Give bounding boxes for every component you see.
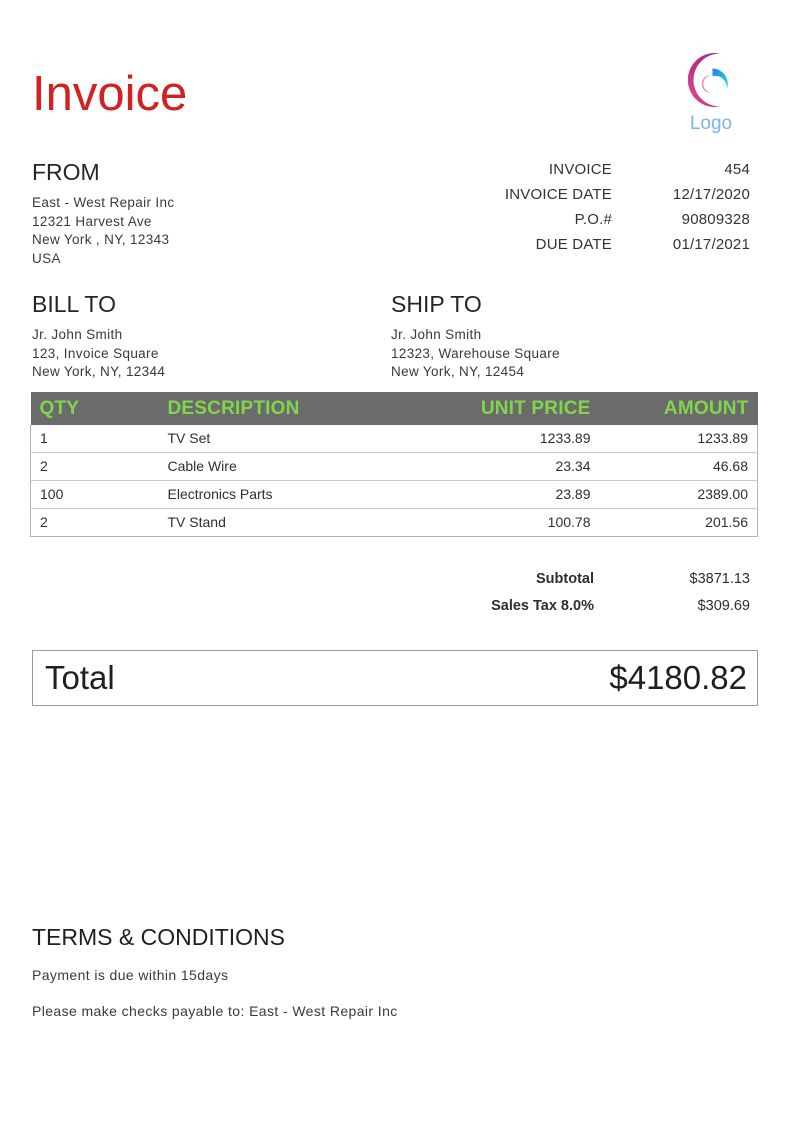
- ship-to-block: [391, 290, 731, 382]
- bill-to-heading: BILL TO: [32, 291, 116, 317]
- table-row: [31, 425, 758, 453]
- from-line: New York , NY, 12343: [32, 232, 170, 247]
- line-items-header: [31, 392, 758, 425]
- cell-qty: 2: [31, 453, 159, 481]
- meta-row: [505, 157, 750, 182]
- meta-value: 454: [724, 161, 750, 178]
- swirl-circle-logo-icon: [679, 48, 743, 112]
- table-row: [31, 481, 758, 509]
- terms-line: Please make checks payable to: East - West Repair Inc: [32, 1003, 398, 1019]
- column-header-qty: QTY: [31, 392, 159, 425]
- bill-to-line: Jr. John Smith: [32, 327, 123, 342]
- column-header-amount: AMOUNT: [600, 392, 758, 425]
- cell-unit-price: 23.34: [412, 453, 600, 481]
- ship-to-line: New York, NY, 12454: [391, 364, 525, 379]
- ship-to-heading: SHIP TO: [391, 291, 482, 317]
- terms-and-conditions: [32, 922, 732, 1021]
- bill-to-block: [32, 290, 372, 382]
- table-row: [31, 509, 758, 537]
- from-line: USA: [32, 250, 61, 266]
- cell-qty: 2: [31, 509, 159, 537]
- page-title: Invoice: [32, 67, 188, 121]
- subtotal-value: $3871.13: [689, 571, 750, 587]
- grand-total-value: $4180.82: [609, 659, 747, 696]
- column-header-description: DESCRIPTION: [159, 392, 412, 425]
- line-items-body: [31, 425, 758, 537]
- cell-unit-price: 1233.89: [412, 425, 600, 453]
- ship-to-line: Jr. John Smith: [391, 327, 482, 342]
- from-line: 12321 Harvest Ave: [32, 213, 152, 229]
- meta-label: P.O.#: [574, 211, 612, 228]
- grand-total-label: Total: [45, 659, 115, 696]
- cell-unit-price: 23.89: [412, 481, 600, 509]
- cell-amount: 201.56: [600, 509, 758, 537]
- company-logo: [665, 48, 757, 135]
- cell-description: Cable Wire: [159, 453, 412, 481]
- cell-description: TV Set: [159, 425, 412, 453]
- subtotal-row: [491, 566, 750, 593]
- meta-label: DUE DATE: [535, 236, 612, 253]
- cell-unit-price: 100.78: [412, 509, 600, 537]
- from-heading: FROM: [32, 159, 100, 185]
- bill-to-line: 123, Invoice Square: [32, 345, 159, 361]
- totals-table: [491, 566, 750, 620]
- from-line: East - West Repair Inc: [32, 195, 175, 210]
- sales-tax-value: $309.69: [697, 598, 750, 614]
- sales-tax-label: Sales Tax 8.0%: [491, 598, 594, 614]
- invoice-meta-table: [505, 157, 750, 257]
- table-header-row: [31, 392, 758, 425]
- cell-amount: 1233.89: [600, 425, 758, 453]
- bill-to-line: New York, NY, 12344: [32, 364, 166, 379]
- cell-description: Electronics Parts: [159, 481, 412, 509]
- table-row: [31, 453, 758, 481]
- meta-label: INVOICE DATE: [504, 186, 612, 203]
- cell-qty: 100: [31, 481, 159, 509]
- ship-to-line: 12323, Warehouse Square: [391, 345, 560, 361]
- cell-qty: 1: [31, 425, 159, 453]
- line-items-table: [30, 392, 758, 537]
- meta-row: [505, 182, 750, 207]
- terms-line: Payment is due within 15days: [32, 967, 229, 983]
- cell-amount: 2389.00: [600, 481, 758, 509]
- meta-value: 01/17/2021: [672, 236, 750, 253]
- meta-value: 90809328: [681, 211, 750, 228]
- cell-description: TV Stand: [159, 509, 412, 537]
- grand-total-box: [32, 650, 758, 706]
- invoice-header: [0, 0, 794, 150]
- subtotal-label: Subtotal: [536, 571, 594, 587]
- meta-value: 12/17/2020: [672, 186, 750, 203]
- cell-amount: 46.68: [600, 453, 758, 481]
- column-header-unit-price: UNIT PRICE: [412, 392, 600, 425]
- meta-row: [505, 232, 750, 257]
- logo-label: Logo: [689, 113, 733, 134]
- meta-row: [505, 207, 750, 232]
- from-block: [32, 158, 362, 268]
- meta-label: INVOICE: [548, 161, 612, 178]
- terms-heading: TERMS & CONDITIONS: [32, 924, 286, 950]
- sales-tax-row: [491, 593, 750, 620]
